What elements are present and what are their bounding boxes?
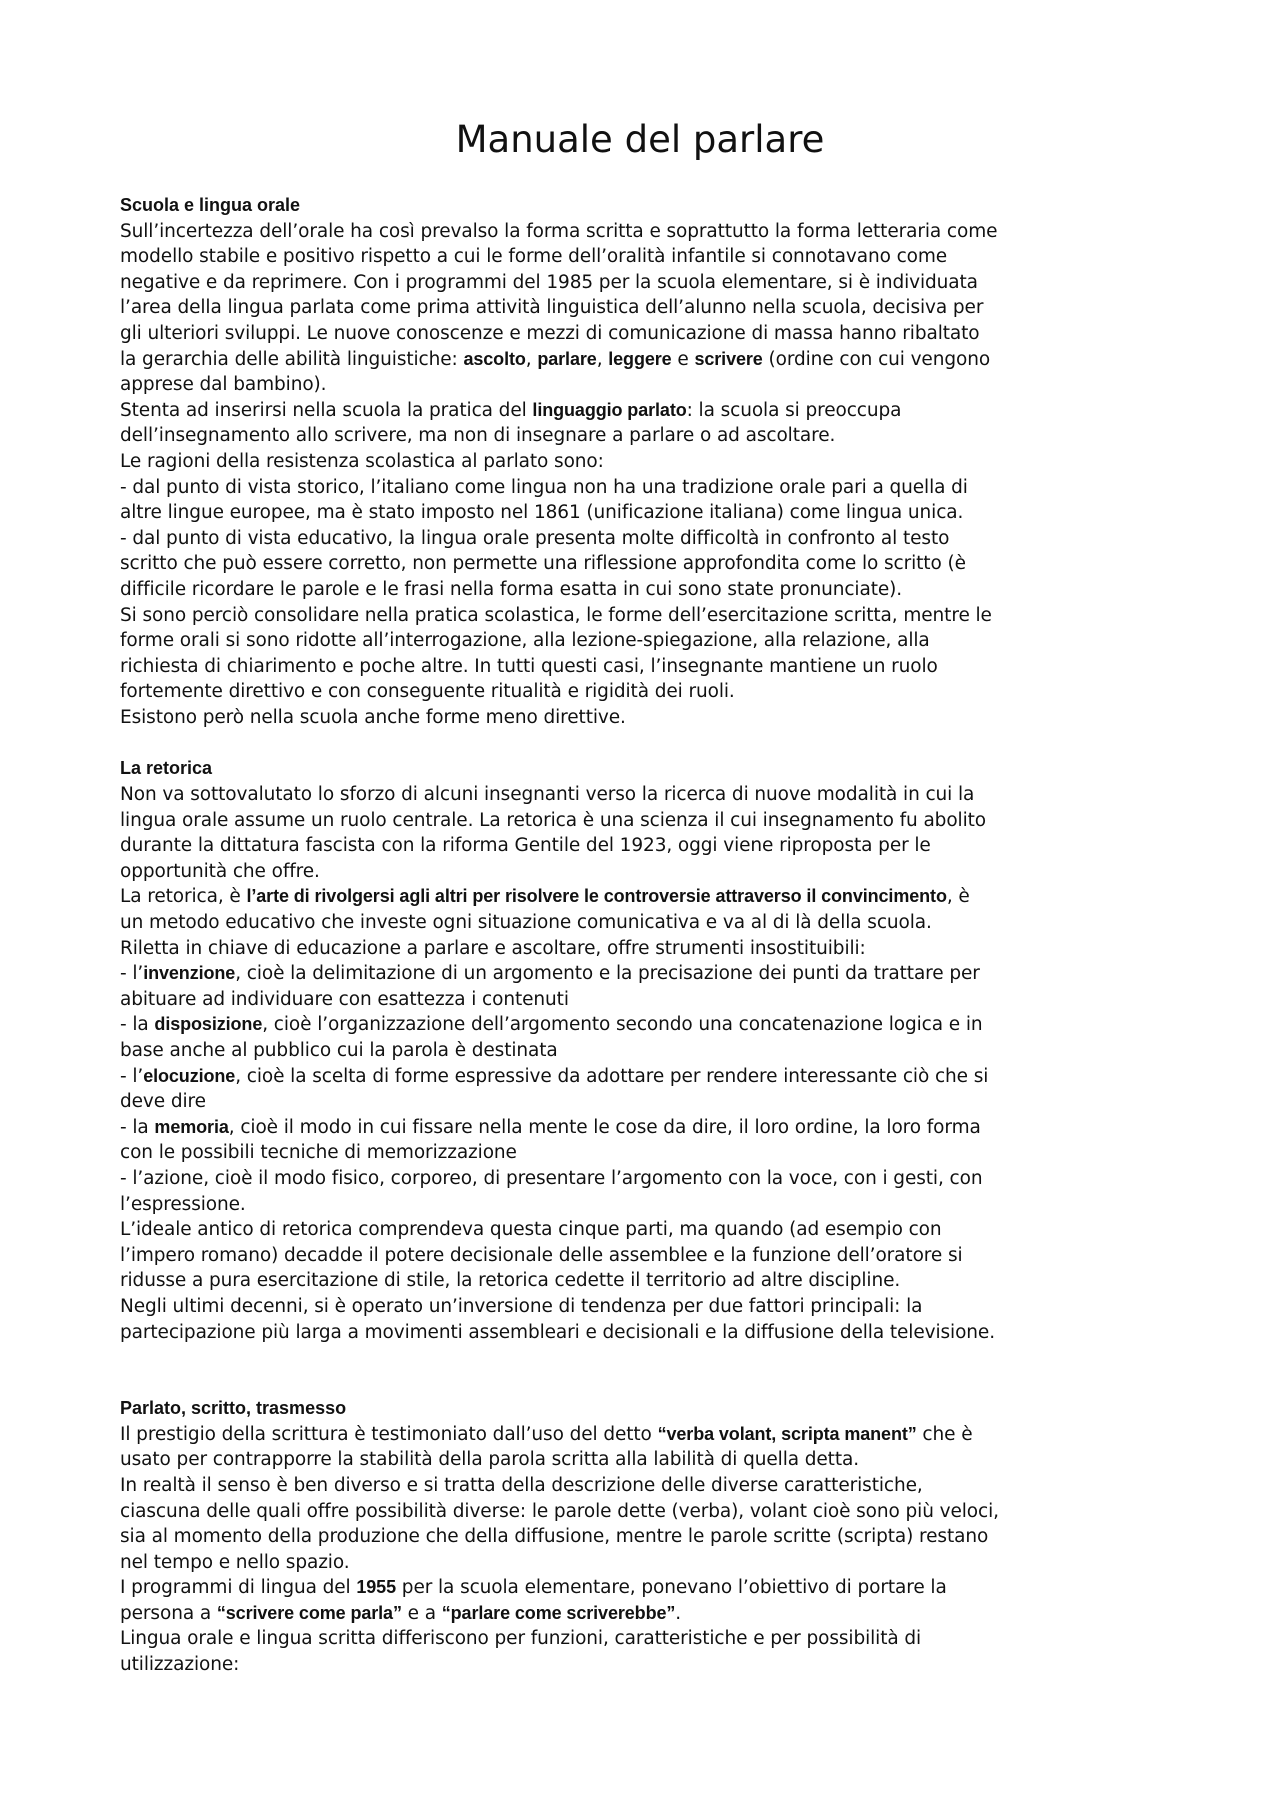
text-segment: con le possibili tecniche di memorizzazione bbox=[120, 1142, 517, 1164]
text-segment: Le ragioni della resistenza scolastica al parlato sono: bbox=[120, 450, 604, 472]
text-line bbox=[120, 1140, 1170, 1166]
text-segment: La retorica, è bbox=[120, 886, 247, 908]
text-line bbox=[120, 679, 1170, 705]
text-segment: . bbox=[675, 1602, 682, 1624]
text-segment: l’espressione. bbox=[120, 1193, 246, 1215]
text-segment: I programmi di lingua del bbox=[120, 1577, 357, 1599]
section bbox=[120, 193, 1170, 730]
text-line bbox=[120, 1524, 1170, 1550]
text-line bbox=[120, 1012, 1170, 1038]
text-segment: , cioè il modo in cui fissare nella mente le cose da dire, il loro ordine, la loro forma bbox=[228, 1116, 981, 1138]
text-line bbox=[120, 551, 1170, 577]
text-line bbox=[120, 628, 1170, 654]
text-line bbox=[120, 603, 1170, 629]
text-line bbox=[120, 705, 1170, 731]
text-segment: altre lingue europee, ma è stato imposto nel 1861 (unificazione italiana) come lingua unica. bbox=[120, 502, 964, 524]
text-segment: Non va sottovalutato lo sforzo di alcuni insegnanti verso la ricerca di nuove modalità in cui la bbox=[120, 784, 975, 806]
section bbox=[120, 1396, 1170, 1678]
text-line bbox=[120, 910, 1170, 936]
text-segment: Riletta in chiave di educazione a parlare e ascoltare, offre strumenti insostituibili: bbox=[120, 937, 866, 959]
text-line bbox=[120, 1192, 1170, 1218]
text-line bbox=[120, 398, 1170, 424]
bold-term: linguaggio parlato bbox=[532, 399, 687, 420]
text-line bbox=[120, 1217, 1170, 1243]
text-segment: - l’azione, cioè il modo fisico, corporeo, di presentare l’argomento con la voce, con i gesti, con bbox=[120, 1167, 983, 1189]
text-segment: utilizzazione: bbox=[120, 1654, 240, 1676]
text-line bbox=[120, 808, 1170, 834]
text-segment: la gerarchia delle abilità linguistiche: bbox=[120, 348, 464, 370]
text-segment: deve dire bbox=[120, 1091, 206, 1113]
text-line bbox=[120, 219, 1170, 245]
text-segment: un metodo educativo che investe ogni situazione comunicativa e va al di là della scuola. bbox=[120, 912, 932, 934]
bold-term: “scrivere come parla” bbox=[216, 1602, 402, 1623]
bold-term: l’arte di rivolgersi agli altri per risolvere le controversie attraverso il convincimento bbox=[246, 886, 947, 907]
text-line bbox=[120, 1550, 1170, 1576]
text-line bbox=[120, 782, 1170, 808]
text-segment: lingua orale assume un ruolo centrale. La retorica è una scienza il cui insegnamento fu abolito bbox=[120, 809, 986, 831]
text-line bbox=[120, 987, 1170, 1013]
text-segment: - l’ bbox=[120, 963, 144, 985]
bold-term: ascolto bbox=[463, 348, 526, 369]
text-segment: richiesta di chiarimento e poche altre. In tutti questi casi, l’insegnante mantiene un ruolo bbox=[120, 655, 938, 677]
text-segment: modello stabile e positivo rispetto a cui le forme dell’oralità infantile si connotavano come bbox=[120, 246, 948, 268]
text-segment: opportunità che offre. bbox=[120, 860, 320, 882]
text-segment: , bbox=[596, 348, 609, 370]
text-line bbox=[120, 449, 1170, 475]
bold-term: memoria bbox=[154, 1116, 229, 1137]
text-segment: fortemente direttivo e con conseguente ritualità e rigidità dei ruoli. bbox=[120, 681, 735, 703]
text-segment: nel tempo e nello spazio. bbox=[120, 1551, 350, 1573]
text-line bbox=[120, 1626, 1170, 1652]
text-segment: abituare ad individuare con esattezza i contenuti bbox=[120, 988, 569, 1010]
text-line bbox=[120, 884, 1170, 910]
document-body bbox=[120, 193, 1170, 1678]
text-line bbox=[120, 1268, 1170, 1294]
bold-term: elocuzione bbox=[143, 1065, 236, 1086]
text-segment: negative e da reprimere. Con i programmi del 1985 per la scuola elementare, si è individuata bbox=[120, 271, 978, 293]
text-segment: - dal punto di vista educativo, la lingua orale presenta molte difficoltà in confronto al testo bbox=[120, 527, 950, 549]
text-line bbox=[120, 1499, 1170, 1525]
text-segment: per la scuola elementare, ponevano l’obiettivo di portare la bbox=[396, 1577, 947, 1599]
text-segment: - la bbox=[120, 1116, 155, 1138]
text-line bbox=[120, 1447, 1170, 1473]
text-segment: - la bbox=[120, 1014, 155, 1036]
text-segment: persona a bbox=[120, 1602, 217, 1624]
text-segment: , cioè la scelta di forme espressive da adottare per rendere interessante ciò che si bbox=[235, 1065, 989, 1087]
text-line bbox=[120, 526, 1170, 552]
bold-term: leggere bbox=[608, 348, 672, 369]
bold-term: “parlare come scriverebbe” bbox=[441, 1602, 676, 1623]
bold-term: disposizione bbox=[154, 1014, 263, 1035]
bold-term: parlare bbox=[537, 348, 597, 369]
text-segment: forme orali si sono ridotte all’interrogazione, alla lezione-spiegazione, alla relazione, alla bbox=[120, 630, 930, 652]
text-line bbox=[120, 423, 1170, 449]
section-heading: Scuola e lingua orale bbox=[120, 195, 301, 215]
text-segment: : la scuola si preoccupa bbox=[686, 399, 902, 421]
document-title: Manuale del parlare bbox=[455, 118, 825, 161]
text-segment: Negli ultimi decenni, si è operato un’inversione di tendenza per due fattori principali: la bbox=[120, 1295, 923, 1317]
text-line bbox=[120, 1115, 1170, 1141]
text-line bbox=[120, 1243, 1170, 1269]
text-segment: partecipazione più larga a movimenti assembleari e decisionali e la diffusione della televisione. bbox=[120, 1321, 995, 1343]
text-line bbox=[120, 1575, 1170, 1601]
bold-term: 1955 bbox=[356, 1577, 397, 1598]
text-line bbox=[120, 1166, 1170, 1192]
text-line bbox=[120, 577, 1170, 603]
text-segment: apprese dal bambino). bbox=[120, 374, 327, 396]
text-segment: scritto che può essere corretto, non permette una riflessione approfondita come lo scritto (è bbox=[120, 553, 966, 575]
text-line bbox=[120, 244, 1170, 270]
text-segment: e bbox=[671, 348, 695, 370]
text-line bbox=[120, 961, 1170, 987]
text-segment: dell’insegnamento allo scrivere, ma non di insegnare a parlare o ad ascoltare. bbox=[120, 425, 836, 447]
text-segment: - dal punto di vista storico, l’italiano come lingua non ha una tradizione orale pari a quella di bbox=[120, 476, 968, 498]
text-segment: Stenta ad inserirsi nella scuola la pratica del bbox=[120, 399, 533, 421]
text-line bbox=[120, 1422, 1170, 1448]
text-line bbox=[120, 1652, 1170, 1678]
text-segment: L’ideale antico di retorica comprendeva questa cinque parti, ma quando (ad esempio con bbox=[120, 1219, 942, 1241]
text-segment: base anche al pubblico cui la parola è destinata bbox=[120, 1040, 558, 1061]
bold-term: “verba volant, scripta manent” bbox=[657, 1423, 917, 1444]
text-segment: , bbox=[525, 348, 538, 370]
text-segment: sia al momento della produzione che della diffusione, mentre le parole scritte (scripta) restano bbox=[120, 1526, 989, 1548]
text-segment: In realtà il senso è ben diverso e si tratta della descrizione delle diverse caratteristiche, bbox=[120, 1474, 923, 1496]
text-line bbox=[120, 1064, 1170, 1090]
text-line bbox=[120, 372, 1170, 398]
text-line bbox=[120, 295, 1170, 321]
section bbox=[120, 756, 1170, 1345]
text-segment: , cioè la delimitazione di un argomento e la precisazione dei punti da trattare per bbox=[235, 963, 980, 985]
text-segment: difficile ricordare le parole e le frasi nella forma esatta in cui sono state pronunciate). bbox=[120, 578, 903, 600]
text-line bbox=[120, 347, 1170, 373]
text-segment: usato per contrapporre la stabilità della parola scritta alla labilità di quella detta. bbox=[120, 1449, 860, 1471]
text-line bbox=[120, 936, 1170, 962]
text-line bbox=[120, 859, 1170, 885]
text-segment: Lingua orale e lingua scritta differiscono per funzioni, caratteristiche e per possibilità di bbox=[120, 1628, 922, 1650]
text-segment: gli ulteriori sviluppi. Le nuove conoscenze e mezzi di comunicazione di massa hanno ribaltato bbox=[120, 322, 980, 344]
text-segment: Il prestigio della scrittura è testimoniato dall’uso del detto bbox=[120, 1423, 658, 1445]
text-line bbox=[120, 500, 1170, 526]
text-segment: l’area della lingua parlata come prima attività linguistica dell’alunno nella scuola, decisiva per bbox=[120, 297, 984, 319]
text-segment: l’impero romano) decadde il potere decisionale delle assemblee e la funzione dell’oratore si bbox=[120, 1244, 963, 1266]
text-line bbox=[120, 654, 1170, 680]
text-segment: - l’ bbox=[120, 1065, 144, 1087]
text-line bbox=[120, 1601, 1170, 1627]
text-segment: , cioè l’organizzazione dell’argomento secondo una concatenazione logica e in bbox=[262, 1014, 983, 1036]
text-line bbox=[120, 321, 1170, 347]
text-line bbox=[120, 833, 1170, 859]
bold-term: scrivere bbox=[694, 348, 763, 369]
text-segment: (ordine con cui vengono bbox=[762, 348, 991, 370]
text-line bbox=[120, 1294, 1170, 1320]
section-heading: La retorica bbox=[120, 758, 213, 779]
bold-term: invenzione bbox=[143, 963, 236, 984]
text-line bbox=[120, 1089, 1170, 1115]
text-line bbox=[120, 1038, 1170, 1064]
text-segment: che è bbox=[916, 1423, 973, 1445]
text-segment: Si sono perciò consolidare nella pratica scolastica, le forme dell’esercitazione scritta, mentre le bbox=[120, 604, 992, 626]
text-line bbox=[120, 270, 1170, 296]
text-line bbox=[120, 1320, 1170, 1346]
text-segment: Esistono però nella scuola anche forme meno direttive. bbox=[120, 706, 626, 728]
text-line bbox=[120, 1473, 1170, 1499]
text-segment: ridusse a pura esercitazione di stile, la retorica cedette il territorio ad altre discipline. bbox=[120, 1270, 901, 1292]
section-heading: Parlato, scritto, trasmesso bbox=[120, 1398, 347, 1419]
text-segment: durante la dittatura fascista con la riforma Gentile del 1923, oggi viene riproposta per le bbox=[120, 835, 931, 857]
text-segment: , è bbox=[946, 886, 970, 908]
text-segment: Sull’incertezza dell’orale ha così prevalso la forma scritta e soprattutto la forma letteraria come bbox=[120, 220, 998, 242]
text-line bbox=[120, 475, 1170, 501]
text-segment: ciascuna delle quali offre possibilità diverse: le parole dette (verba), volant cioè sono più veloci, bbox=[120, 1500, 999, 1522]
text-segment: e a bbox=[401, 1602, 442, 1624]
